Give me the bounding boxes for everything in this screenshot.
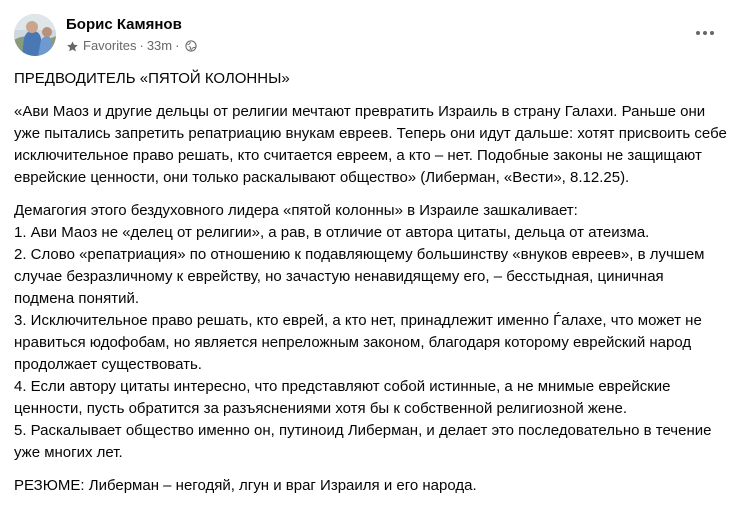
paragraph-gap <box>14 464 728 475</box>
meta-separator-2: · <box>175 38 180 53</box>
favorites-label[interactable]: Favorites <box>83 38 137 53</box>
list-item: 3. Исключительное право решать, кто еврей, а кто нет, принадлежит именно Ѓалахе, что может не нравиться юдофобам, но является непреложным законом, благодаря которому еврейский народ продолжает существовать. <box>14 312 702 373</box>
star-icon <box>66 40 79 53</box>
meta-separator: · <box>139 38 144 53</box>
avatar[interactable] <box>14 14 56 56</box>
globe-icon <box>185 40 197 52</box>
post-meta <box>66 38 197 54</box>
more-options-button[interactable] <box>688 20 722 46</box>
list-item: 4. Если автору цитаты интересно, что представляют собой истинные, а не мнимые еврейские ценности, пусть обратится за разъяснениями хотя бы к собственной религиозной жене. <box>14 378 671 417</box>
post-content <box>14 68 728 497</box>
post-header <box>14 14 722 58</box>
paragraph-gap <box>14 90 728 101</box>
post-time[interactable]: 33m <box>146 38 173 53</box>
post-title: ПРЕДВОДИТЕЛЬ «ПЯТОЙ КОЛОННЫ» <box>14 70 290 87</box>
list-item: 5. Раскалывает общество именно он, путиноид Либерман, и делает это последовательно в течение уже многих лет. <box>14 422 712 461</box>
post-summary: РЕЗЮМЕ: Либерман – негодяй, лгун и враг Израиля и его народа. <box>14 477 477 494</box>
more-dots-icon <box>695 30 715 36</box>
post-intro: Демагогия этого бездуховного лидера «пятой колонны» в Израиле зашкаливает: <box>14 202 578 219</box>
avatar-photo <box>14 14 56 56</box>
list-item: 2. Слово «репатриация» по отношению к подавляющему большинству «внуков евреев», в лучшем случае безразличному к еврейству, но зачастую ненавидящему его, – бесстыдная, циничная подмена понятий. <box>14 246 705 307</box>
author-name[interactable]: Борис Камянов <box>66 16 182 33</box>
post-quote: «Ави Маоз и другие дельцы от религии мечтают превратить Израиль в страну Галахи. Раньше они уже пытались запретить репатриацию внукам евреев. Теперь они идут дальше: хотят присвоить себе исключительное право решать, кто считается евреем, а кто – нет. Подобные законы не защищают еврейские ценности, они только раскалывают общество» (Либерман, «Вести», 8.12.25). <box>14 103 727 186</box>
paragraph-gap <box>14 189 728 200</box>
list-item: 1. Ави Маоз не «делец от религии», а рав, в отличие от автора цитаты, дельца от атеизма. <box>14 224 650 241</box>
